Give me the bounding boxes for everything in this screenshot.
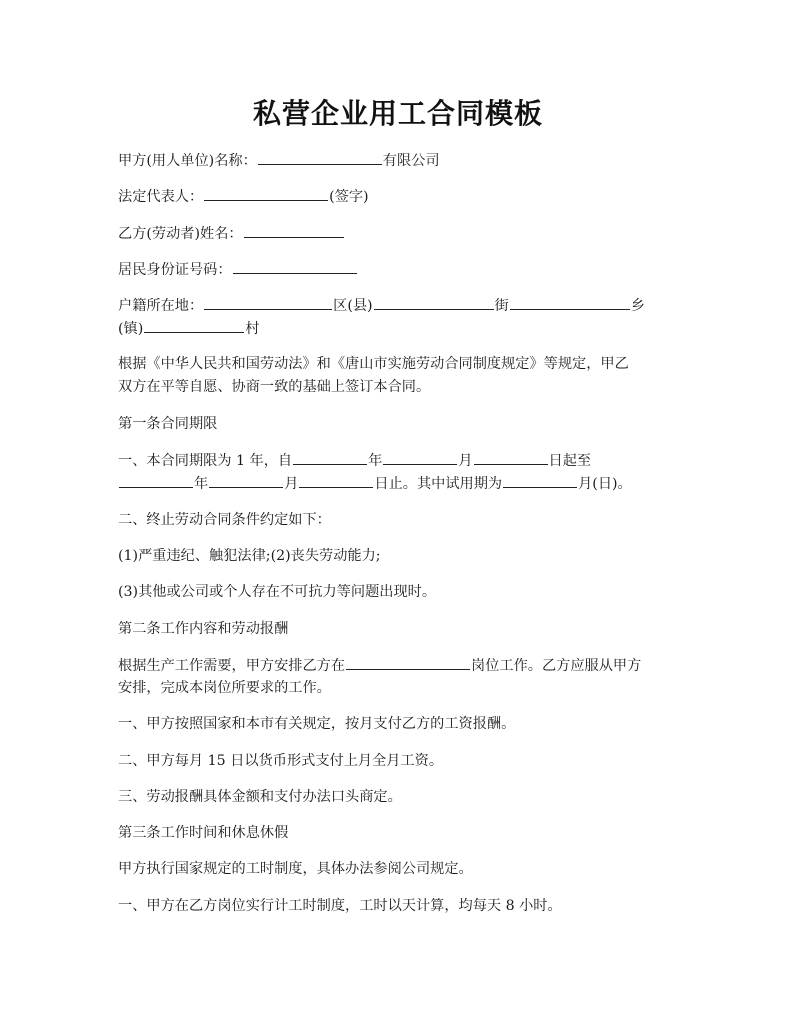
- label-text: 法定代表人：: [118, 189, 204, 205]
- blank-field[interactable]: [144, 316, 244, 333]
- label-text: 街: [494, 298, 509, 314]
- blank-field[interactable]: [383, 448, 457, 465]
- label-text: 年: [194, 476, 209, 492]
- label-text: (签字): [329, 189, 369, 205]
- id-number-line: [118, 257, 678, 283]
- blank-field[interactable]: [258, 148, 382, 165]
- blank-field[interactable]: [204, 184, 328, 201]
- termination-condition-3: (3)其他或公司或个人存在不可抗力等问题出现时。: [118, 584, 437, 600]
- working-hours-clause-1: 一、甲方在乙方岗位实行计工时制度，工时以天计算，均每天 8 小时。: [118, 898, 562, 914]
- blank-field[interactable]: [374, 293, 494, 310]
- blank-field[interactable]: [346, 653, 470, 670]
- label-text: 一、本合同期限为 1 年，自: [118, 453, 293, 469]
- termination-conditions-heading: 二、终止劳动合同条件约定如下：: [118, 512, 331, 528]
- blank-field[interactable]: [204, 293, 332, 310]
- article-3-heading: 第三条工作时间和休息休假: [118, 825, 289, 841]
- job-assignment-line-2: 安排，完成本岗位所要求的工作。: [118, 680, 331, 696]
- label-text: 甲方(用人单位)名称：: [118, 153, 257, 169]
- blank-field[interactable]: [233, 257, 357, 274]
- label-text: 月(日)。: [578, 476, 632, 492]
- household-registration-line-2: [118, 316, 678, 342]
- wage-clause-1: 一、甲方按照国家和本市有关规定，按月支付乙方的工资报酬。: [118, 716, 516, 732]
- label-text: 年: [368, 453, 383, 469]
- label-text: 月: [458, 453, 473, 469]
- blank-field[interactable]: [293, 448, 367, 465]
- working-hours-intro: 甲方执行国家规定的工时制度，具体办法参阅公司规定。: [118, 861, 473, 877]
- party-b-name-line: [118, 221, 678, 247]
- preamble-line-1: 根据《中华人民共和国劳动法》和《唐山市实施劳动合同制度规定》等规定，甲乙: [118, 356, 629, 372]
- label-text: 居民身份证号码：: [118, 262, 232, 278]
- blank-field[interactable]: [244, 221, 344, 238]
- blank-field[interactable]: [209, 471, 283, 488]
- label-text: 区(县): [333, 298, 373, 314]
- blank-field[interactable]: [119, 471, 193, 488]
- label-text: 户籍所在地：: [118, 298, 204, 314]
- label-text: 根据生产工作需要，甲方安排乙方在: [118, 658, 346, 674]
- blank-field[interactable]: [299, 471, 373, 488]
- label-text: 日起至: [548, 453, 592, 469]
- contract-term-line-2: [118, 471, 678, 497]
- party-a-name-line: [118, 148, 678, 174]
- label-text: 村: [245, 321, 260, 337]
- termination-condition-1-2: (1)严重违纪、触犯法律;(2)丧失劳动能力;: [118, 548, 381, 564]
- legal-representative-line: [118, 184, 678, 210]
- wage-clause-2: 二、甲方每月 15 日以货币形式支付上月全月工资。: [118, 753, 444, 769]
- preamble-line-2: 双方在平等自愿、协商一致的基础上签订本合同。: [118, 379, 431, 395]
- article-1-heading: 第一条合同期限: [118, 416, 218, 432]
- label-text: 有限公司: [382, 153, 440, 169]
- label-text: 乡: [630, 298, 645, 314]
- label-text: 月: [284, 476, 299, 492]
- blank-field[interactable]: [474, 448, 548, 465]
- blank-field[interactable]: [510, 293, 630, 310]
- article-2-heading: 第二条工作内容和劳动报酬: [118, 621, 289, 637]
- label-text: (镇): [118, 321, 144, 337]
- blank-field[interactable]: [503, 471, 577, 488]
- label-text: 岗位工作。乙方应服从甲方: [471, 658, 642, 674]
- document-title: 私营企业用工合同模板: [252, 97, 543, 130]
- label-text: 乙方(劳动者)姓名：: [118, 226, 243, 242]
- wage-clause-3: 三、劳动报酬具体金额和支付办法口头商定。: [118, 789, 402, 805]
- label-text: 日止。其中试用期为: [374, 476, 503, 492]
